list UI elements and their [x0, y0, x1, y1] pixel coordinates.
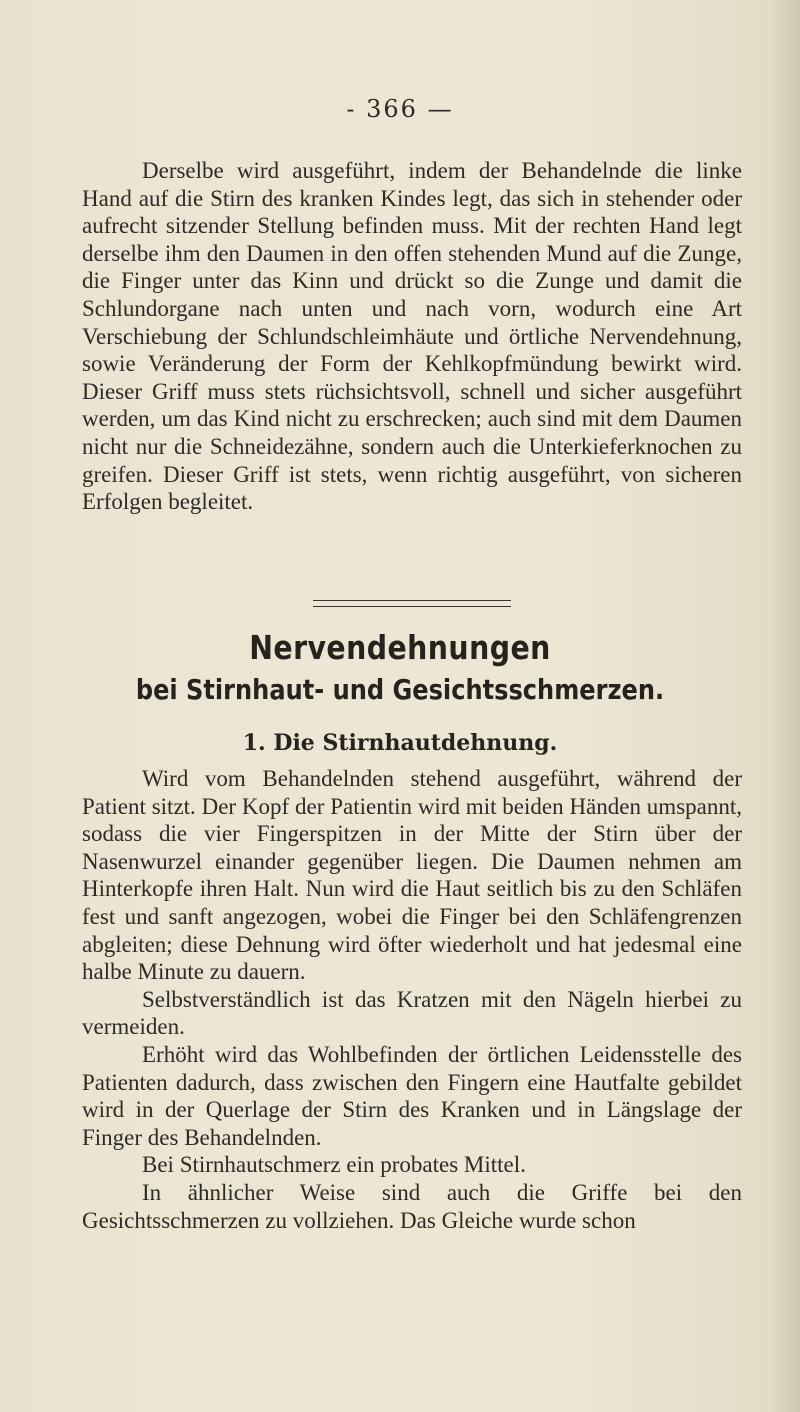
paragraph: Selbstverständlich ist das Kratzen mit den Nägeln hierbei zu vermeiden. [82, 986, 742, 1040]
paragraph: Erhöht wird das Wohlbefinden der örtlichen Leidensstelle des Patienten dadurch, dass zwischen den Fingern eine Hautfalte gebildet wird in der Querlage der Stirn des Kranken und in Längslage der Finger des Behandelnden. [82, 1041, 742, 1150]
section-divider [313, 600, 511, 607]
section-title: 1. Die Stirnhautdehnung. [242, 730, 558, 756]
paragraph: Wird vom Behandelnden stehend ausgeführt, während der Patient sitzt. Der Kopf der Patientin wird mit beiden Händen umspannt, sodass die vier Fingerspitzen in der Mitte der Stirn über der Nasenwurzel einander gegenüber liegen. Die Daumen nehmen am Hinterkopfe ihren Halt. Nun wird die Haut seitlich bis zu den Schläfen fest und sanft angezogen, wobei die Finger bei den Schläfengrenzen abgleiten; diese Dehnung wird öfter wiederholt und hat jedesmal eine halbe Minute zu dauern. [82, 766, 742, 985]
chapter-heading: Nervendehnungen [249, 628, 551, 667]
section-body [82, 765, 742, 1234]
paragraph: Bei Stirnhautschmerz ein probates Mittel. [142, 1152, 526, 1178]
paragraph: In ähnlicher Weise sind auch die Griffe bei den Gesichtsschmerzen zu vollziehen. Das Gleiche wurde schon [82, 1179, 742, 1233]
chapter-subheading: bei Stirnhaut- und Gesichtsschmerzen. [135, 673, 665, 706]
intro-text-block [82, 157, 742, 516]
page-number: - 366 — [346, 95, 454, 123]
paragraph: Derselbe wird ausgeführt, indem der Behandelnde die linke Hand auf die Stirn des kranken Kindes legt, das sich in stehender oder aufrecht sitzender Stellung befinden muss. Mit der rechten Hand legt derselbe ihm den Daumen in den offen stehenden Mund auf die Zunge, die Finger unter das Kinn und drückt so die Zunge und damit die Schlundorgane nach unten und nach vorn, wodurch eine Art Verschiebung der Schlundschleimhäute und örtliche Nervendehnung, sowie Veränderung der Form der Kehlkopfmündung bewirkt wird. Dieser Griff muss stets rüchsichtsvoll, schnell und sicher ausgeführt werden, um das Kind nicht zu erschrecken; auch sind mit dem Daumen nicht nur die Schneidezähne, sondern auch die Unterkieferknochen zu greifen. Dieser Griff ist stets, wenn richtig ausgeführt, von sicheren Erfolgen begleitet. [82, 158, 742, 515]
